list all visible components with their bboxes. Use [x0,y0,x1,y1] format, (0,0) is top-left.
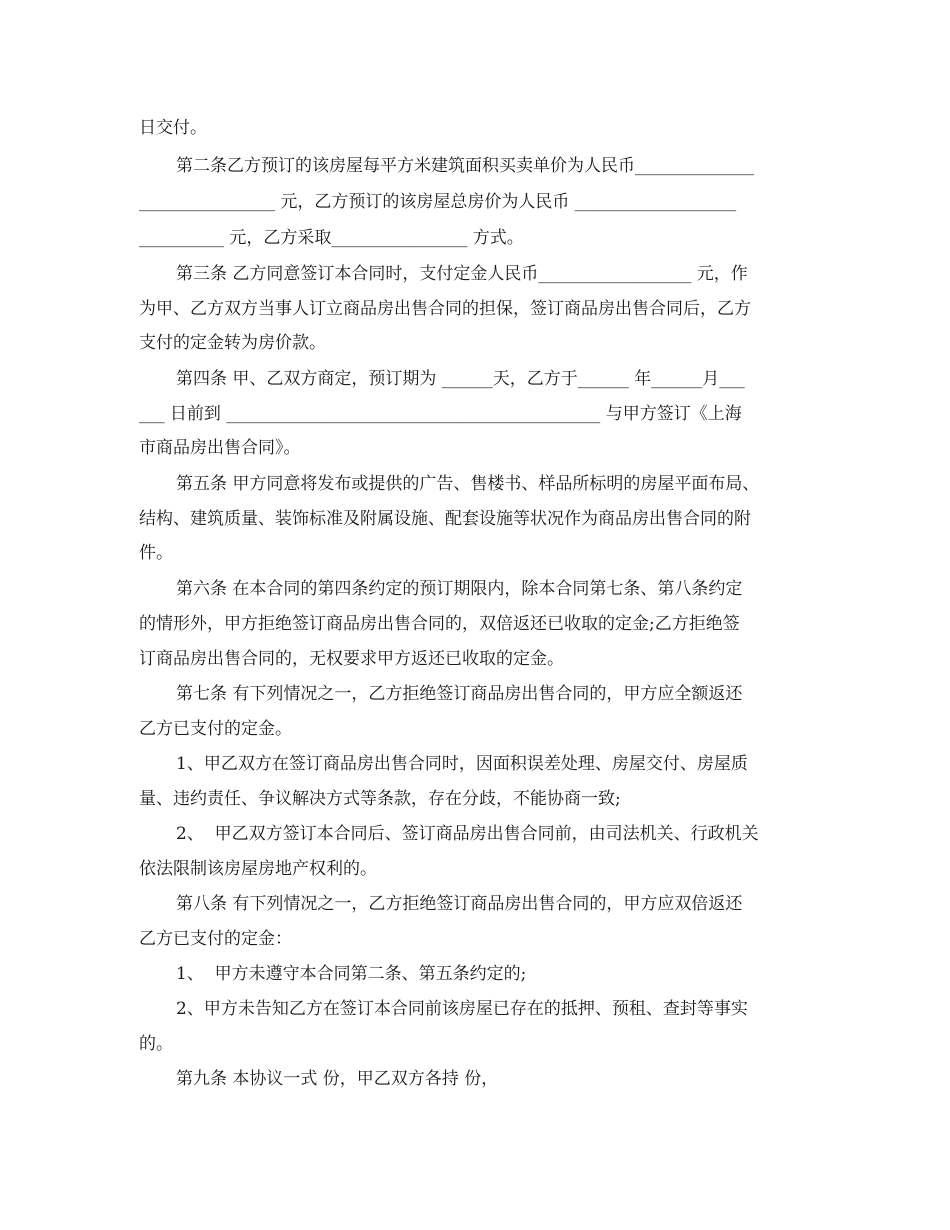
text-line: 1、甲乙双方在签订商品房出售合同时，因面积误差处理、房屋交付、房屋质 [176,754,748,774]
text-line: 第四条 甲、乙双方商定，预订期为 ______天，乙方于______ 年______月___ [176,369,745,389]
text-line: 第七条 有下列情况之一，乙方拒绝签订商品房出售合同的，甲方应全额返还 [176,684,743,704]
text-line: 第三条 乙方同意签订本合同时，支付定金人民币__________________ 元，作 [176,264,748,284]
text-line: __________ 元，乙方采取________________ 方式。 [139,228,524,248]
text-line: 2、甲方未告知乙方在签订本合同前该房屋已存在的抵押、预租、查封等事实 [176,999,748,1019]
text-line: ________________ 元，乙方预订的该房屋总房价为人民币 ___________________ [139,192,737,212]
text-line: 第八条 有下列情况之一，乙方拒绝签订商品房出售合同的，甲方应双倍返还 [176,894,743,914]
text-line: 支付的定金转为房价款。 [139,333,326,353]
text-line: 为甲、乙方双方当事人订立商品房出售合同的担保，签订商品房出售合同后，乙方 [139,299,751,319]
text-line: 依法限制该房屋房地产权利的。 [139,859,377,879]
text-line: 日交付。 [139,118,207,138]
text-line: 市商品房出售合同》。 [139,438,301,458]
text-line: 乙方已支付的定金。 [139,719,292,739]
text-line: 2、 甲乙双方签订本合同后、签订商品房出售合同前，由司法机关、行政机关 [176,824,759,844]
text-line: 结构、建筑质量、装饰标准及附属设施、配套设施等状况作为商品房出售合同的附 [139,509,751,529]
text-line: 乙方已支付的定金： [139,929,292,949]
text-line: ___ 日前到 ____________________________________________ 与甲方签订《上海 [139,404,742,424]
text-line: 件。 [139,543,173,563]
text-line: 的。 [139,1034,173,1054]
text-line: 第九条 本协议一式 份，甲乙双方各持 份， [176,1069,499,1089]
text-line: 第二条乙方预订的该房屋每平方米建筑面积买卖单价为人民币______________ [176,156,754,176]
text-line: 1、 甲方未遵守本合同第二条、第五条约定的; [176,964,527,984]
text-line: 第六条 在本合同的第四条约定的预订期限内，除本合同第七条、第八条约定 [176,579,743,599]
text-line: 量、违约责任、争议解决方式等条款，存在分歧，不能协商一致; [139,789,621,809]
text-line: 订商品房出售合同的，无权要求甲方返还已收取的定金。 [139,649,564,669]
text-line: 第五条 甲方同意将发布或提供的广告、售楼书、样品所标明的房屋平面布局、 [176,474,760,494]
text-line: 的情形外，甲方拒绝签订商品房出售合同的，双倍返还已收取的定金;乙方拒绝签 [139,614,740,634]
